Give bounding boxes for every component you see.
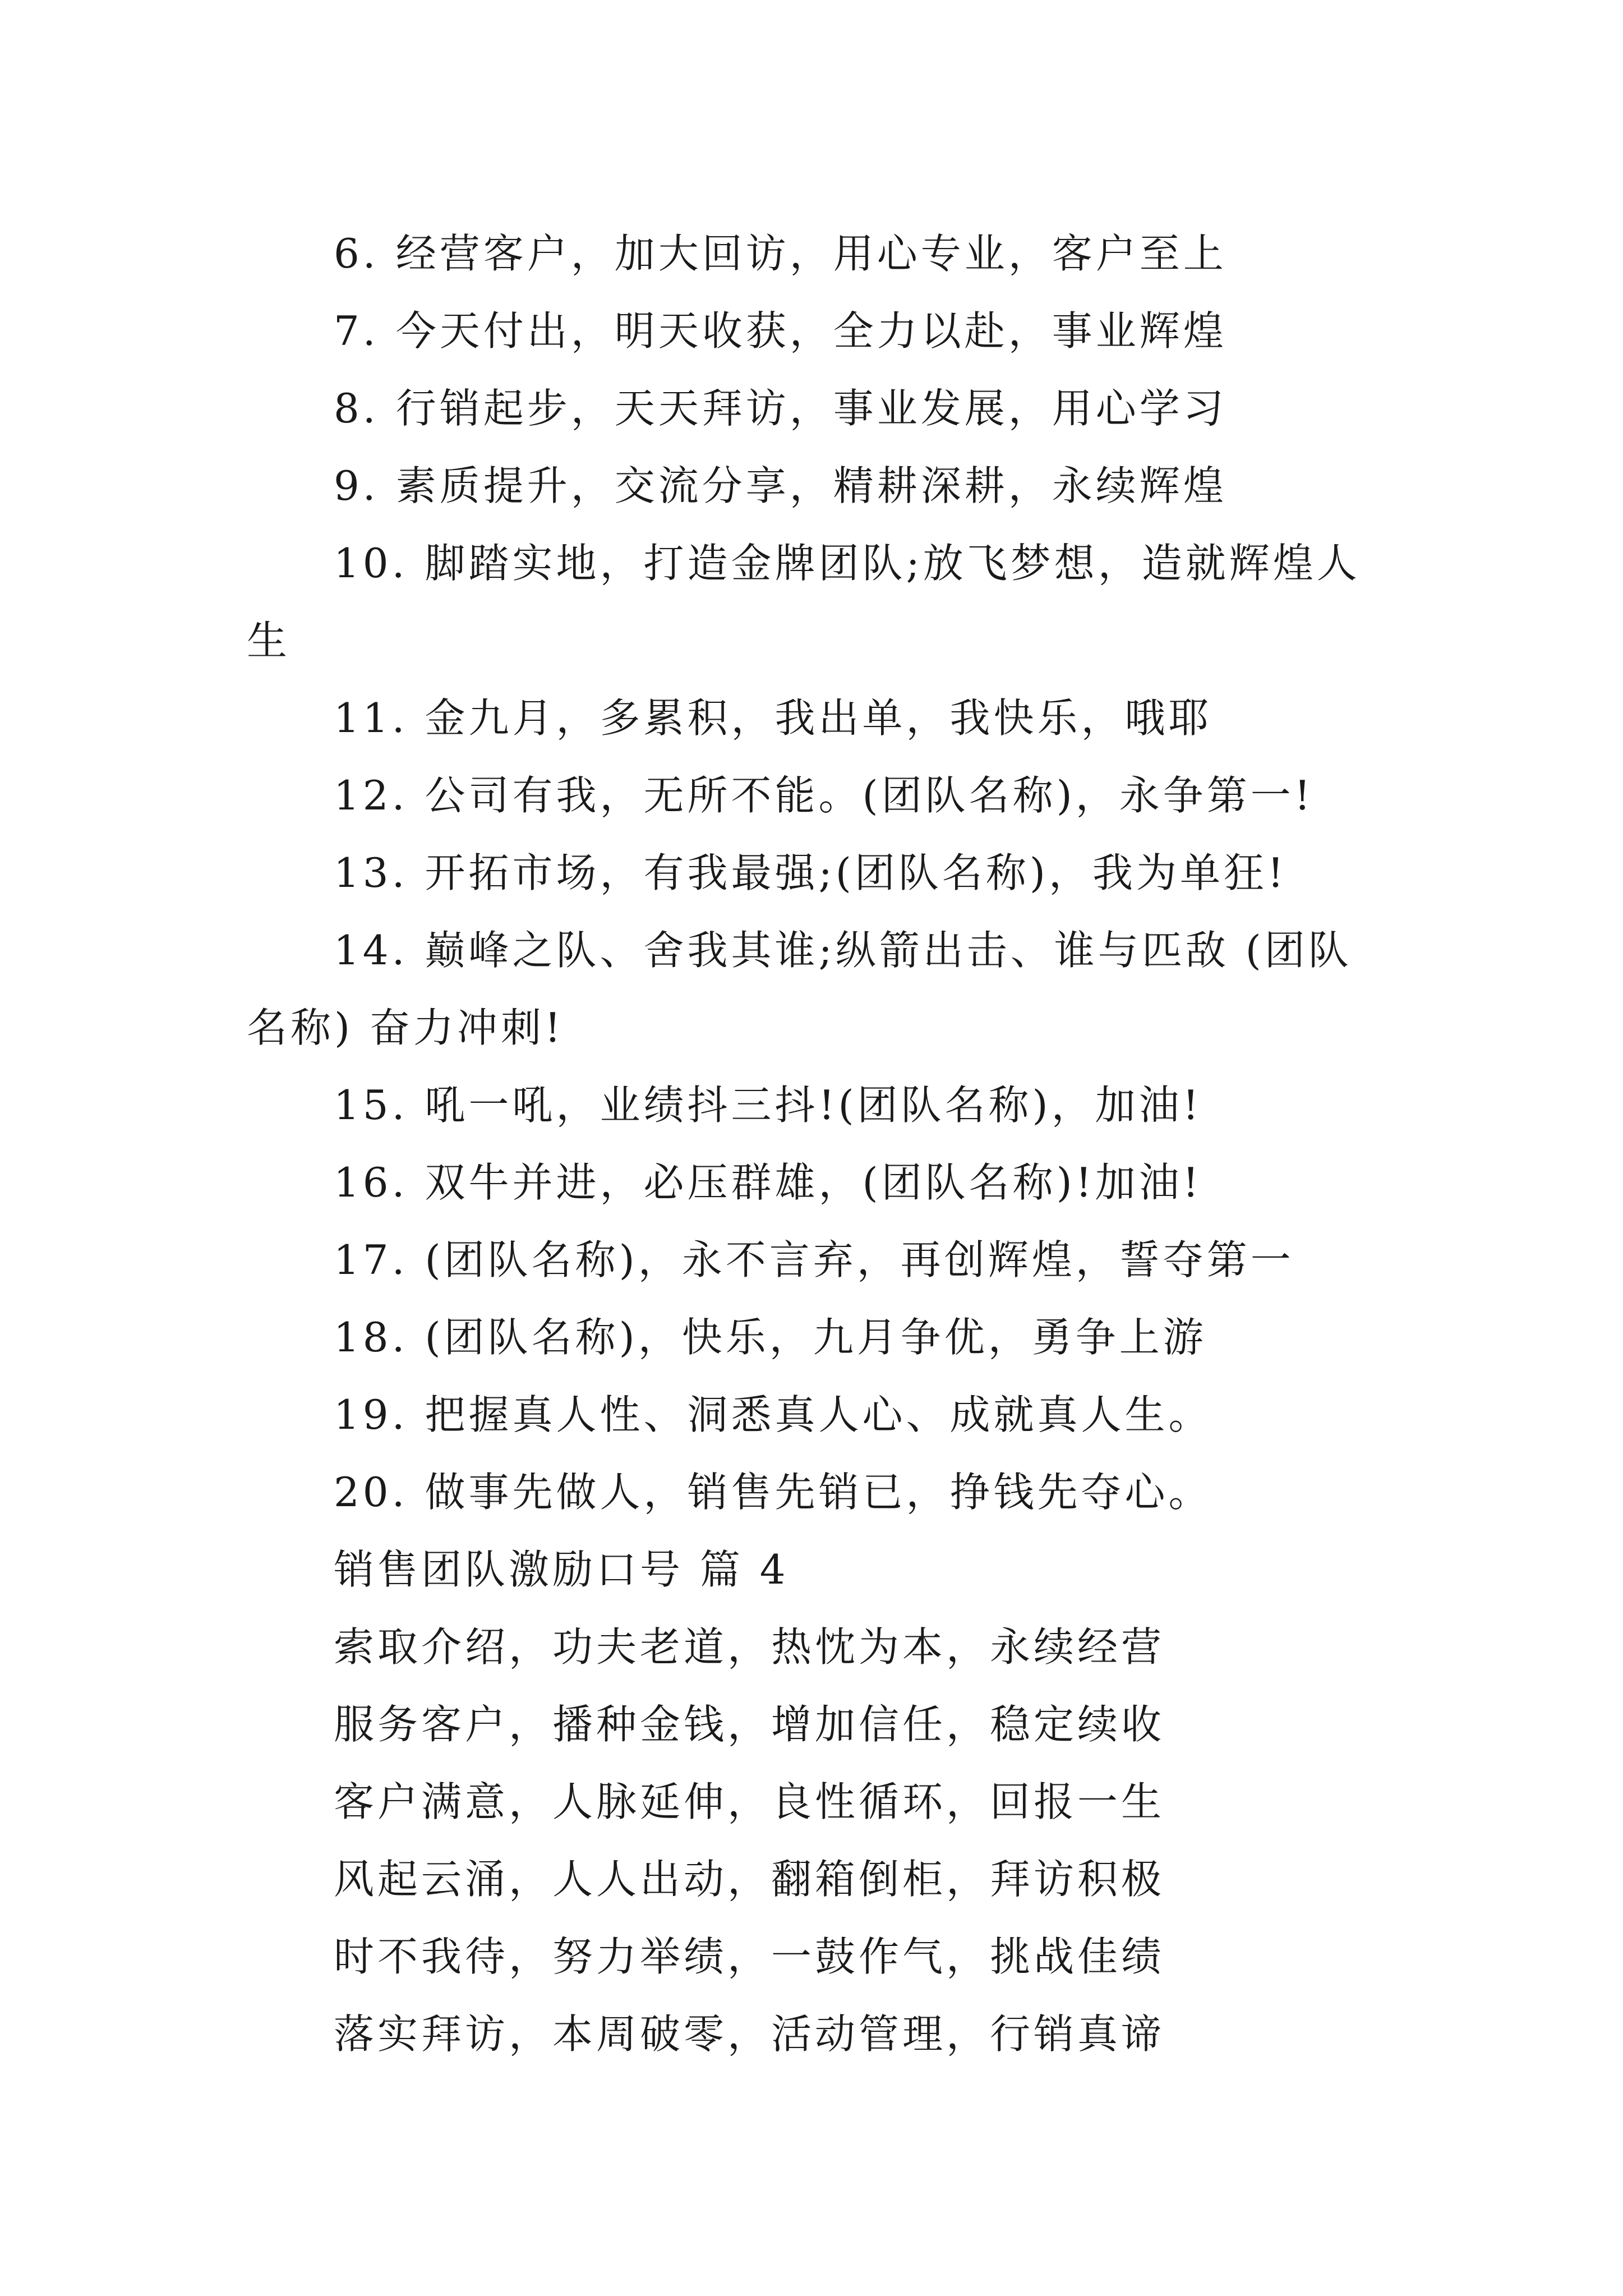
item-number: 9. — [334, 462, 379, 509]
slogan-item — [247, 1453, 1391, 1531]
item-text: 吼一吼，业绩抖三抖!(团队名称)，加油! — [425, 1082, 1202, 1129]
slogan-line: 风起云涌，人人出动，翻箱倒柜，拜访积极 — [334, 1856, 1165, 1903]
item-number: 19. — [334, 1391, 408, 1438]
slogan-item — [247, 1144, 1391, 1221]
item-number: 10. — [334, 540, 408, 587]
item-text: (团队名称)，永不言弃，再创辉煌，誓夺第一 — [425, 1236, 1294, 1283]
section-heading: 销售团队激励口号 篇 4 — [334, 1546, 789, 1593]
slogan-item — [247, 1376, 1391, 1453]
item-text: 脚踏实地，打造金牌团队;放飞梦想，造就辉煌人生 — [247, 540, 1361, 664]
item-text: 金九月，多累积，我出单，我快乐，哦耶 — [425, 694, 1212, 742]
item-text: 双牛并进，必压群雄，(团队名称)!加油! — [425, 1159, 1202, 1206]
item-text: 公司有我，无所不能。(团队名称)，永争第一! — [425, 772, 1314, 819]
item-number: 8. — [334, 385, 379, 432]
item-number: 12. — [334, 772, 408, 819]
slogan-item — [247, 370, 1391, 447]
slogan-line: 服务客户，播种金钱，增加信任，稳定续收 — [334, 1701, 1165, 1748]
slogan-line: 落实拜访，本周破零，活动管理，行销真谛 — [334, 2010, 1165, 2058]
item-number: 15. — [334, 1082, 408, 1129]
slogan-item — [247, 524, 1391, 679]
item-number: 20. — [334, 1469, 408, 1516]
slogan-line: 索取介绍，功夫老道，热忱为本，永续经营 — [334, 1623, 1165, 1671]
item-number: 18. — [334, 1314, 408, 1361]
item-text: 开拓市场，有我最强;(团队名称)，我为单狂! — [425, 849, 1287, 896]
slogan-item — [247, 447, 1391, 524]
slogan-item — [247, 757, 1391, 834]
slogan-line: 客户满意，人脉延伸，良性循环，回报一生 — [334, 1778, 1165, 1825]
item-number: 11. — [334, 694, 408, 742]
item-number: 14. — [334, 927, 408, 974]
item-number: 16. — [334, 1159, 408, 1206]
item-number: 17. — [334, 1236, 408, 1283]
item-text: 把握真人性、洞悉真人心、成就真人生。 — [425, 1391, 1212, 1438]
slogan-item — [247, 679, 1391, 757]
slogan-item — [247, 912, 1391, 1066]
item-number: 6. — [334, 230, 379, 277]
slogan-item — [247, 1221, 1391, 1299]
item-text: 巅峰之队、舍我其谁;纵箭出击、谁与匹敌 (团队名称) 奋力冲刺! — [247, 927, 1352, 1051]
slogan-item — [247, 292, 1391, 370]
slogan-line: 时不我待，努力举绩，一鼓作气，挑战佳绩 — [334, 1933, 1165, 1980]
item-text: 素质提升，交流分享，精耕深耕，永续辉煌 — [395, 462, 1227, 509]
item-text: 今天付出，明天收获，全力以赴，事业辉煌 — [395, 307, 1227, 355]
item-number: 13. — [334, 849, 408, 896]
item-text: 经营客户，加大回访，用心专业，客户至上 — [395, 230, 1227, 277]
slogan-item — [247, 834, 1391, 912]
slogan-item — [247, 1066, 1391, 1144]
item-text: 行销起步，天天拜访，事业发展，用心学习 — [395, 385, 1227, 432]
document-body — [247, 215, 1391, 2073]
item-text: 做事先做人，销售先销已，挣钱先夺心。 — [425, 1469, 1212, 1516]
slogan-item — [247, 215, 1391, 292]
item-text: (团队名称)，快乐，九月争优，勇争上游 — [425, 1314, 1207, 1361]
item-number: 7. — [334, 307, 379, 355]
slogan-item — [247, 1299, 1391, 1376]
